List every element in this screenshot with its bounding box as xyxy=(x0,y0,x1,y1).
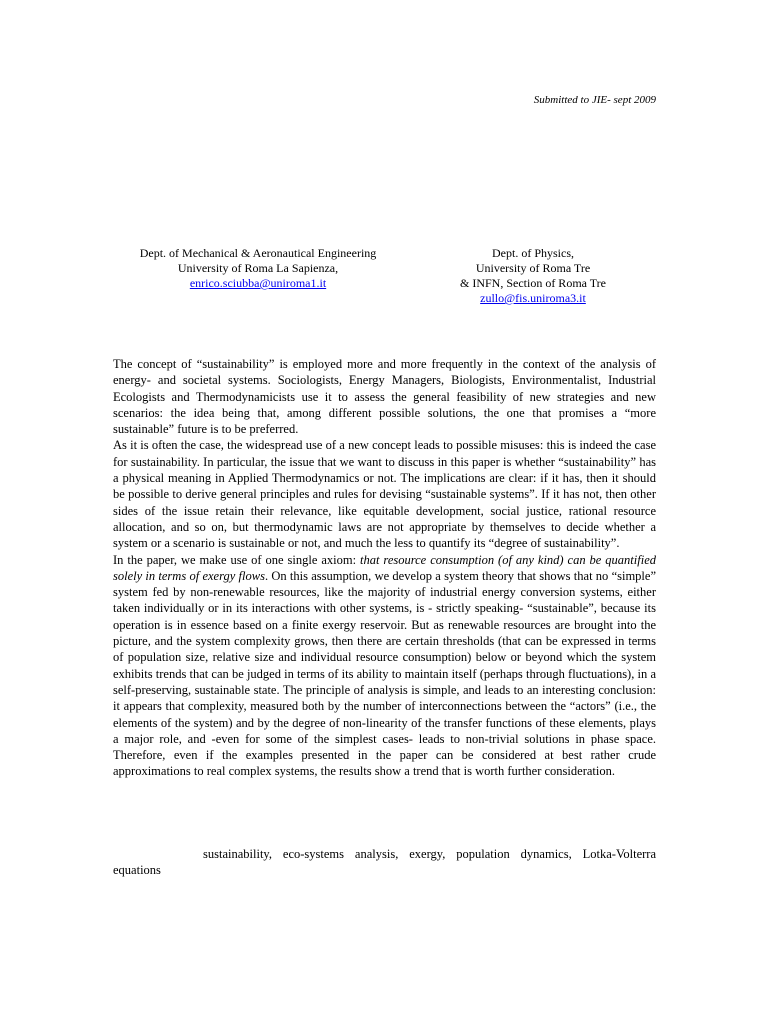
affiliation-right xyxy=(440,246,626,306)
affiliation-left-dept: Dept. of Mechanical & Aeronautical Engineering xyxy=(139,246,377,260)
abstract-p3-axiom: that resource consumption (of any kind) can be quantified solely in terms of exergy flows xyxy=(113,552,656,583)
affiliation-right-email-link[interactable]: zullo@fis.uniroma3.it xyxy=(480,291,586,305)
affiliation-left-university: University of Roma La Sapienza, xyxy=(177,261,339,275)
abstract-p3-intro: In the paper, we make use of one single axiom: xyxy=(113,552,361,567)
affiliation-left-email-link[interactable]: enrico.sciubba@uniroma1.it xyxy=(189,276,327,290)
submission-note: Submitted to JIE- sept 2009 xyxy=(533,94,656,106)
affiliation-right-university: University of Roma Tre xyxy=(475,261,591,275)
abstract-paragraph-2: As it is often the case, the widespread use of a new concept leads to possible misuses: this is indeed the case for sustainability. In particular, the issue that we want to discuss in this paper is whether “sustainability” has a physical meaning in Applied Thermodynamics or not. The implications are clear: if it has, then it should be possible to derive general principles and rules for devising “sustainable systems”. If it has not, then other sides of the issue retain their relevance, like equitable development, social justice, rational resource allocation, and so on, but thermodynamic laws are not appropriate by themselves to decide whether a system or a scenario is sustainable or not, and much the less to quantify its “degree of sustainability”. xyxy=(113,438,656,551)
affiliation-right-institute: & INFN, Section of Roma Tre xyxy=(459,276,606,290)
abstract-paragraph-3 xyxy=(113,552,656,780)
keywords: sustainability, eco-systems analysis, exergy, population dynamics, Lotka-Volterra equations xyxy=(113,847,656,878)
affiliation-left xyxy=(128,246,388,291)
affiliation-right-dept: Dept. of Physics, xyxy=(492,246,574,260)
abstract-p3-body: . On this assumption, we develop a system theory that shows that no “simple” system fed by non-renewable resources, like the majority of industrial energy conversion systems, either taken individually or in its interactions with other systems, is - strictly speaking- “sustainable”, because its operation is in essence based on a finite exergy reservoir. But as renewable resources are brought into the picture, and the system complexity grows, then there are certain thresholds (that can be expressed in terms of population size, relative size and individual resource consumption) below or beyond which the system exhibits trends that can be judged in terms of its ability to maintain itself (perhaps through fluctuations), in a self-preserving, sustainable state. The principle of analysis is simple, and leads to an interesting conclusion: it appears that complexity, measured both by the number of interconnections between the “actors” (i.e., the elements of the system) and by the degree of non-linearity of the transfer functions of these elements, plays a major role, and -even for some of the simplest cases- leads to non-trivial solutions in phase space. Therefore, even if the examples presented in the paper can be considered at best rather crude approximations to real complex systems, the results show a trend that is worth further consideration. xyxy=(113,568,656,779)
abstract xyxy=(113,356,656,780)
abstract-paragraph-1: The concept of “sustainability” is employed more and more frequently in the context of the analysis of energy- and societal systems. Sociologists, Energy Managers, Biologists, Environmentalist, Industrial Ecologists and Thermodynamicists use it to assess the general feasibility of new strategies and new scenarios: the idea being that, among different possible solutions, the one that promises a “more sustainable” future is to be preferred. xyxy=(113,357,656,437)
